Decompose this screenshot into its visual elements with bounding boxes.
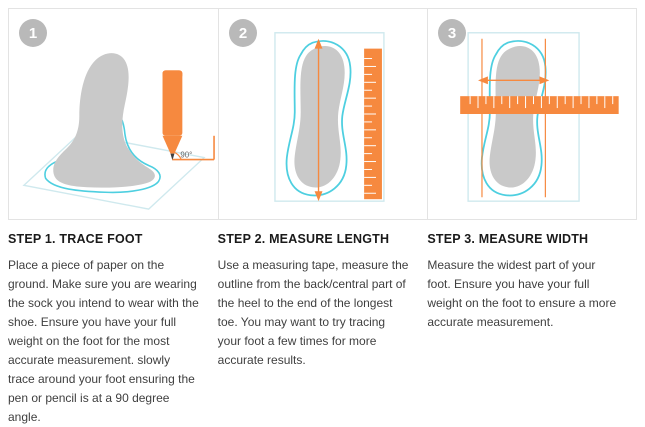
- ruler-icon: [460, 96, 618, 114]
- panel-step-2: [218, 9, 427, 219]
- step-title-1: STEP 1. TRACE FOOT: [8, 232, 143, 246]
- step-item-1: [8, 232, 218, 427]
- illustration-panels: [8, 8, 637, 220]
- step-item-3: [427, 232, 637, 427]
- pencil-icon: [163, 70, 183, 160]
- step-number-badge-1: 1: [19, 19, 47, 47]
- step-title-2: STEP 2. MEASURE LENGTH: [217, 232, 390, 246]
- step-body-1: Place a piece of paper on the ground. Make sure you are wearing the sock you intend to wear with the shoe. Ensure you have your full weight on the foot for the most accurate measurement. slowly trace around your foot ensuring the pen or pencil is at a 90 degree angle.: [8, 258, 199, 424]
- foot-trace-illustration: [9, 9, 218, 219]
- step-item-2: [218, 232, 428, 427]
- step-number-badge-3: 3: [438, 19, 466, 47]
- step-number-badge-2: 2: [229, 19, 257, 47]
- panel-step-1: [9, 9, 218, 219]
- foot-outline-with-ruler-vertical: [219, 9, 427, 219]
- panel-step-3: [427, 9, 636, 219]
- angle-label: 90°: [180, 150, 193, 160]
- step-descriptions: [8, 232, 637, 427]
- step-body-2: Use a measuring tape, measure the outline from the back/central part of the heel to the end of the longest toe. You may want to try tracing your foot a few times for more accurate results.: [217, 258, 409, 367]
- step-title-3: STEP 3. MEASURE WIDTH: [427, 232, 589, 246]
- step-body-3: Measure the widest part of your foot. Ensure you have your full weight on the foot to ensure a more accurate measurement.: [427, 258, 617, 329]
- ruler-icon: [364, 49, 382, 200]
- foot-outline-with-ruler-horizontal: [428, 9, 636, 219]
